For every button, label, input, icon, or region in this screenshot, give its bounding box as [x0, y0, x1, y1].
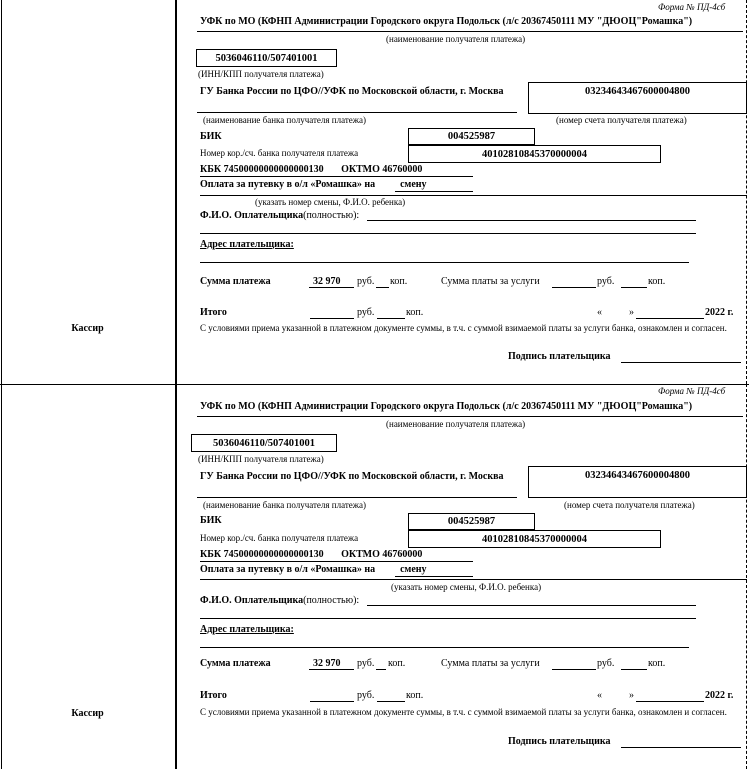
payer-name-field-line2[interactable]: [200, 233, 696, 234]
total-label: Итого: [200, 307, 227, 318]
corr-account-value: 40102810845370000004: [482, 533, 587, 545]
bank-underline: [197, 112, 517, 113]
total-rub-label: руб.: [357, 307, 375, 318]
terms-text: С условиями приема указанной в платежном документе суммы, в т.ч. с суммой взимаемой платы за услуги банка, ознакомлен и согласен.: [200, 323, 727, 333]
sum-kop-label: коп.: [390, 276, 408, 287]
cashier-label: Кассир: [71, 323, 104, 334]
total-rub-field[interactable]: [310, 701, 354, 702]
payment-slip-receipt: [0, 384, 749, 769]
bik-label: БИК: [200, 131, 222, 142]
corr-account-value: 40102810845370000004: [482, 148, 587, 160]
payer-label: Ф.И.О. Оплательщика: [200, 210, 304, 221]
service-kop-field[interactable]: [621, 669, 647, 670]
total-kop-field[interactable]: [377, 318, 405, 319]
date-month-field[interactable]: [636, 701, 704, 702]
cashier-label: Кассир: [71, 708, 104, 719]
payer-suffix: (полностью):: [303, 210, 360, 221]
bik-label: БИК: [200, 515, 222, 526]
payer-name-row: [200, 210, 359, 221]
date-open-quote: «: [597, 307, 602, 318]
signature-label: Подпись плательщика: [508, 736, 611, 747]
recipient-underline: [197, 416, 743, 417]
account-box: [528, 82, 747, 114]
account-value: 03234643467600004800: [585, 470, 690, 481]
slip-separator-line: [0, 384, 749, 385]
sum-value: 32 970: [313, 276, 341, 287]
recipient-name: УФК по МО (КФНП Администрации Городского округа Подольск (л/с 20367450111 МУ "ДЮОЦ"Ромашка"): [200, 16, 693, 27]
kbk-underline: [200, 561, 473, 562]
bik-box: [408, 513, 535, 530]
service-fee-label: Сумма платы за услуги: [441, 658, 540, 669]
purpose-separator: [200, 195, 747, 196]
account-caption: (номер счета получателя платежа): [564, 500, 695, 510]
payment-purpose: Оплата за путевку в о/л «Ромашка» на смену: [200, 179, 427, 190]
bank-caption: (наименование банка получателя платежа): [203, 500, 366, 510]
cashier-column-divider: [175, 384, 177, 769]
purpose-caption: (указать номер смены, Ф.И.О. ребенка): [391, 582, 542, 592]
address-label: Адрес плательщика:: [200, 239, 294, 250]
sum-kop-field[interactable]: [376, 669, 386, 670]
address-label: Адрес плательщика:: [200, 624, 294, 635]
purpose-separator: [200, 579, 747, 580]
cut-line: [746, 384, 747, 769]
date-close-quote: »: [629, 690, 634, 701]
payer-name-field-line2[interactable]: [200, 618, 696, 619]
date-year: 2022 г.: [705, 690, 734, 701]
date-year: 2022 г.: [705, 307, 734, 318]
corr-account-box: [408, 145, 661, 163]
purpose-shift-blank: [395, 191, 473, 192]
signature-field[interactable]: [621, 362, 741, 363]
kbk-oktmo: КБК 74500000000000000130 ОКТМО 46760000: [200, 164, 423, 175]
sum-label: Сумма платежа: [200, 658, 271, 669]
corr-account-box: [408, 530, 661, 548]
date-close-quote: »: [629, 307, 634, 318]
service-kop-label: коп.: [648, 276, 666, 287]
payer-label: Ф.И.О. Оплательщика: [200, 595, 304, 606]
service-rub-field[interactable]: [552, 287, 596, 288]
service-rub-label: руб.: [597, 658, 615, 669]
sum-underline: [309, 287, 354, 288]
payer-name-field[interactable]: [367, 605, 696, 606]
total-kop-label: коп.: [406, 307, 424, 318]
corr-account-label: Номер кор./сч. банка получателя платежа: [200, 533, 359, 543]
service-kop-field[interactable]: [621, 287, 647, 288]
bik-value: 004525987: [447, 516, 496, 527]
inn-kpp-value: 5036046110/507401001: [212, 437, 316, 449]
inn-kpp-value: 5036046110/507401001: [215, 52, 318, 64]
payment-slip-notice: [0, 0, 749, 384]
total-rub-field[interactable]: [310, 318, 354, 319]
sum-value: 32 970: [313, 658, 341, 669]
inn-kpp-caption: (ИНН/КПП получателя платежа): [198, 454, 324, 464]
date-month-field[interactable]: [636, 318, 704, 319]
total-label: Итого: [200, 690, 227, 701]
sum-rub-label: руб.: [357, 276, 375, 287]
account-caption: (номер счета получателя платежа): [556, 115, 687, 125]
sum-kop-field[interactable]: [376, 287, 389, 288]
total-rub-label: руб.: [357, 690, 375, 701]
cut-line: [746, 0, 747, 384]
service-rub-field[interactable]: [552, 669, 596, 670]
recipient-caption: (наименование получателя платежа): [386, 34, 526, 44]
cashier-column-divider: [175, 0, 177, 384]
sum-rub-label: руб.: [357, 658, 375, 669]
service-kop-label: коп.: [648, 658, 666, 669]
terms-text: С условиями приема указанной в платежном документе суммы, в т.ч. с суммой взимаемой платы за услуги банка, ознакомлен и согласен.: [200, 707, 727, 717]
payer-suffix: (полностью):: [303, 595, 360, 606]
payer-name-row: [200, 595, 359, 606]
bank-underline: [197, 497, 517, 498]
kbk-underline: [200, 176, 473, 177]
total-kop-label: коп.: [406, 690, 424, 701]
payer-name-field[interactable]: [367, 220, 696, 221]
signature-label: Подпись плательщика: [508, 351, 611, 362]
service-rub-label: руб.: [597, 276, 615, 287]
inn-kpp-caption: (ИНН/КПП получателя платежа): [198, 69, 324, 79]
corr-account-label: Номер кор./сч. банка получателя платежа: [200, 148, 359, 158]
signature-field[interactable]: [621, 747, 741, 748]
payment-purpose: Оплата за путевку в о/л «Ромашка» на смену: [200, 564, 427, 575]
sum-kop-label: коп.: [388, 658, 406, 669]
kbk-oktmo: КБК 74500000000000000130 ОКТМО 46760000: [200, 549, 423, 560]
inn-kpp-box: [191, 434, 337, 452]
sum-underline: [309, 669, 354, 670]
purpose-caption: (указать номер смены, Ф.И.О. ребенка): [255, 197, 406, 207]
bank-name: ГУ Банка России по ЦФО//УФК по Московской области, г. Москва: [200, 471, 504, 482]
account-box: [528, 466, 747, 498]
bank-caption: (наименование банка получателя платежа): [203, 115, 366, 125]
recipient-underline: [197, 31, 743, 32]
sum-label: Сумма платежа: [200, 276, 271, 287]
recipient-name: УФК по МО (КФНП Администрации Городского округа Подольск (л/с 20367450111 МУ "ДЮОЦ"Ромашка"): [200, 401, 693, 412]
bik-box: [408, 128, 535, 145]
purpose-shift-blank: [395, 576, 473, 577]
form-label: Форма № ПД-4сб: [658, 386, 726, 396]
inn-kpp-box: [196, 49, 337, 67]
address-field[interactable]: [200, 647, 689, 648]
bank-name: ГУ Банка России по ЦФО//УФК по Московской области, г. Москва: [200, 86, 504, 97]
account-value: 03234643467600004800: [585, 86, 690, 97]
total-kop-field[interactable]: [377, 701, 405, 702]
form-label: Форма № ПД-4сб: [658, 2, 726, 12]
recipient-caption: (наименование получателя платежа): [386, 419, 526, 429]
service-fee-label: Сумма платы за услуги: [441, 276, 540, 287]
address-field[interactable]: [200, 262, 689, 263]
date-open-quote: «: [597, 690, 602, 701]
bik-value: 004525987: [447, 131, 496, 142]
